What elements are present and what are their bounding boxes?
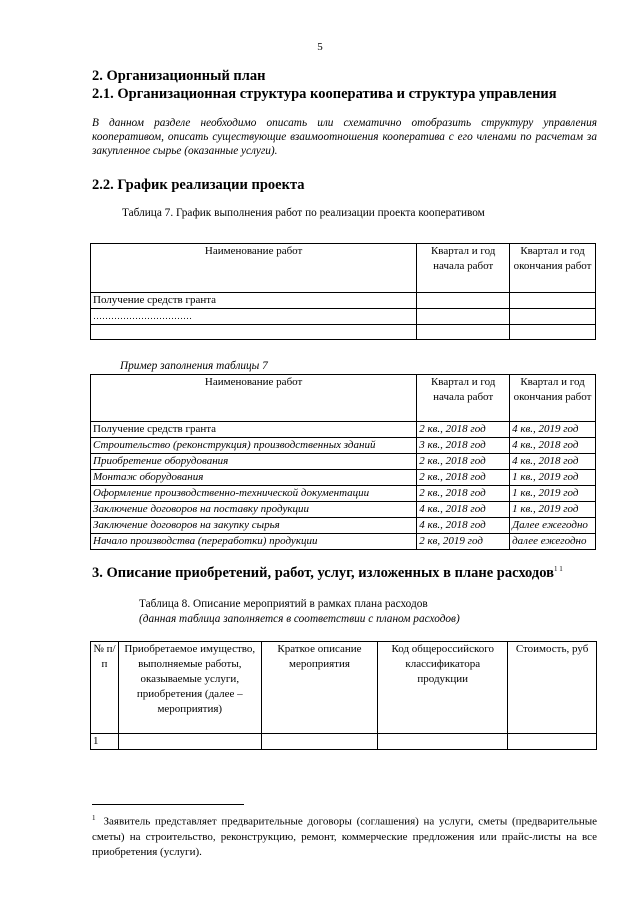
section-2-1-intro: В данном разделе необходимо описать или схематично отобразить структуру управления кооперативом, описать существующие взаимоотношения кооператива с его членами по расчетам за закупленное сырье (оказанные услуги). xyxy=(92,117,597,157)
example-header-cell: Квартал и год окончания работ xyxy=(510,375,596,422)
footnote-mark: 1 xyxy=(92,814,96,822)
table-row xyxy=(91,438,596,454)
table-cell: 2 кв, 2019 год xyxy=(417,534,510,550)
table-cell: 3 кв., 2018 год xyxy=(417,438,510,454)
table-row xyxy=(91,470,596,486)
table7-header-row xyxy=(91,244,596,293)
section-2-title: 2. Организационный план xyxy=(92,68,266,84)
example-header-cell: Наименование работ xyxy=(91,375,417,422)
table-cell: далее ежегодно xyxy=(510,534,596,550)
table-cell xyxy=(118,734,261,750)
table-cell xyxy=(91,325,417,340)
table8-subcaption: (данная таблица заполняется в соответствии с планом расходов) xyxy=(139,613,460,625)
table-row xyxy=(91,422,596,438)
table-row xyxy=(91,486,596,502)
table7-header-cell: Квартал и год окончания работ xyxy=(510,244,596,293)
table8-header-row xyxy=(91,642,597,734)
section-2-2-title: 2.2. График реализации проекта xyxy=(92,177,305,193)
table-cell: Приобретение оборудования xyxy=(91,454,417,470)
table-cell xyxy=(417,325,510,340)
table7-header-cell: Квартал и год начала работ xyxy=(417,244,510,293)
table-cell xyxy=(508,734,597,750)
table-cell: 2 кв., 2018 год xyxy=(417,454,510,470)
table-row xyxy=(91,734,597,750)
table-cell: 4 кв., 2019 год xyxy=(510,422,596,438)
table-cell: …………………………… xyxy=(91,309,417,325)
table-cell: Монтаж оборудования xyxy=(91,470,417,486)
table-row xyxy=(91,454,596,470)
table-cell: 2 кв., 2018 год xyxy=(417,470,510,486)
table-row xyxy=(91,293,596,309)
table-row xyxy=(91,518,596,534)
table8-caption: Таблица 8. Описание мероприятий в рамках плана расходов xyxy=(139,598,428,610)
table-cell xyxy=(510,309,596,325)
table-cell xyxy=(417,293,510,309)
table-cell: Строительство (реконструкция) производственных зданий xyxy=(91,438,417,454)
table-row xyxy=(91,309,596,325)
table-cell: Заключение договоров на закупку сырья xyxy=(91,518,417,534)
table7 xyxy=(90,243,596,340)
table-cell: 4 кв., 2018 год xyxy=(510,438,596,454)
table-cell: 1 кв., 2019 год xyxy=(510,502,596,518)
example-caption: Пример заполнения таблицы 7 xyxy=(120,360,268,372)
section-3-title-text: 3. Описание приобретений, работ, услуг, изложенных в плане расходов xyxy=(92,565,554,581)
example-table xyxy=(90,374,596,550)
table7-header-cell: Наименование работ xyxy=(91,244,417,293)
table8-header-cell: Приобретаемое имущество, выполняемые работы, оказываемые услуги, приобретения (далее – мероприятия) xyxy=(118,642,261,734)
table-cell: 1 xyxy=(91,734,119,750)
table8-header-cell: Стоимость, руб xyxy=(508,642,597,734)
table-cell: Заключение договоров на поставку продукции xyxy=(91,502,417,518)
table-cell: Получение средств гранта xyxy=(91,293,417,309)
table7-caption: Таблица 7. График выполнения работ по реализации проекта кооперативом xyxy=(122,207,485,219)
table-cell: Начало производства (переработки) продукции xyxy=(91,534,417,550)
footnote-separator xyxy=(92,804,244,805)
table8 xyxy=(90,641,597,750)
table-cell: 1 кв., 2019 год xyxy=(510,486,596,502)
table-cell: 2 кв., 2018 год xyxy=(417,422,510,438)
example-header-row xyxy=(91,375,596,422)
table-cell xyxy=(378,734,508,750)
table-cell: 4 кв., 2018 год xyxy=(417,518,510,534)
table-cell: Далее ежегодно xyxy=(510,518,596,534)
table-cell xyxy=(510,325,596,340)
table-cell xyxy=(510,293,596,309)
table-cell: Оформление производственно-технической документации xyxy=(91,486,417,502)
table8-header-cell: Код общероссийского классификатора продукции xyxy=(378,642,508,734)
table8-header-cell: Краткое описание мероприятия xyxy=(261,642,378,734)
example-header-cell: Квартал и год начала работ xyxy=(417,375,510,422)
section-3-title xyxy=(92,565,563,582)
table-cell: 4 кв., 2018 год xyxy=(417,502,510,518)
footnote xyxy=(92,811,597,860)
table-row xyxy=(91,502,596,518)
table-row xyxy=(91,534,596,550)
footnote-text: Заявитель представляет предварительные договоры (соглашения) на услуги, сметы (предварительные сметы) на строительство, реконструкцию, ремонт, коммерческие предложения или прайс-листы на все приобретения (услуги). xyxy=(92,815,597,858)
section-2-1-title: 2.1. Организационная структура кооператива и структура управления xyxy=(92,86,557,102)
table-cell xyxy=(417,309,510,325)
table-cell: 2 кв., 2018 год xyxy=(417,486,510,502)
table-cell: 4 кв., 2018 год xyxy=(510,454,596,470)
page-number: 5 xyxy=(317,41,323,53)
table-row xyxy=(91,325,596,340)
table-cell: 1 кв., 2019 год xyxy=(510,470,596,486)
footnote-reference: 1 1 xyxy=(553,565,563,574)
table-cell: Получение средств гранта xyxy=(91,422,417,438)
table8-header-cell: № п/п xyxy=(91,642,119,734)
table-cell xyxy=(261,734,378,750)
